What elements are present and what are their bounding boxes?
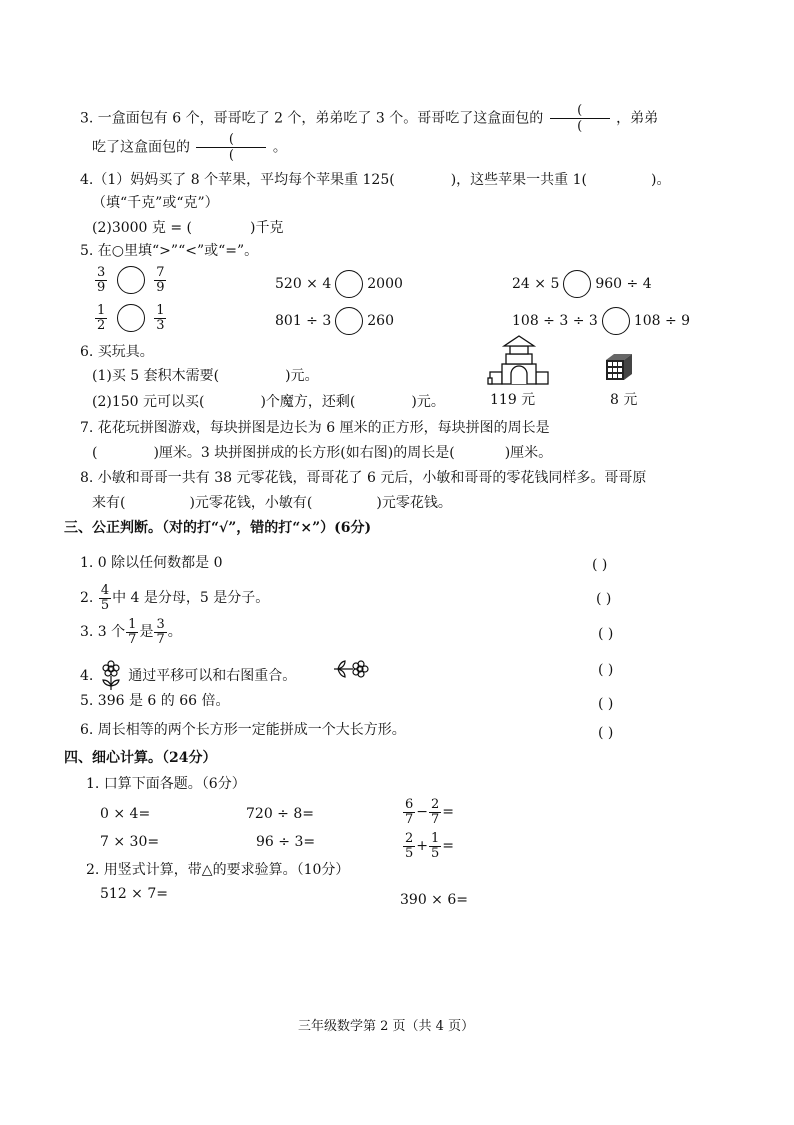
calc-1: 0 × 4= (100, 806, 151, 822)
calc-4: 96 ÷ 3= (256, 834, 316, 850)
q6-text: )个魔方，还剩( (260, 394, 356, 410)
q7-text: )厘米。 (504, 445, 553, 461)
q8-text: )元零花钱，小敏有( (189, 495, 313, 511)
calc-frac-1 (402, 798, 454, 826)
building-blocks-icon (486, 334, 552, 388)
calc-frac-2 (402, 832, 454, 860)
q5-title: 5. 在○里填“>”“<”或“=”。 (80, 243, 259, 259)
q8-text: )元零花钱。 (376, 495, 452, 511)
q3-line1 (80, 104, 658, 133)
vertical-calc-1: 512 × 7= (100, 886, 168, 902)
q5-row2-mid (275, 307, 394, 335)
expr-left: 24 × 5 (512, 276, 560, 292)
q3-text3: 吃了这盒面包的 (92, 139, 190, 156)
judge-paren-4[interactable]: ( ) (598, 662, 614, 678)
fraction: $\frac{1}{3}$ (156, 303, 165, 333)
fraction: $\frac{6}{7}$ (405, 797, 414, 827)
compare-circle[interactable] (117, 304, 145, 332)
q6-title: 6. 买玩具。 (80, 344, 154, 360)
rotated-flower-icon (330, 657, 372, 681)
fraction: $\frac{4}{5}$ (100, 583, 110, 613)
q4-text-b: )，这些苹果一共重 1( (450, 172, 587, 188)
q5-row1-left (94, 266, 167, 294)
q3-blank-fraction-1[interactable]: $\frac{(}{(}$ (550, 104, 610, 133)
blocks-price: 119 元 (490, 392, 536, 408)
judge-item-5: 5. 396 是 6 的 66 倍。 (80, 693, 230, 709)
compare-circle[interactable] (335, 307, 363, 335)
fraction: $\frac{3}{7}$ (156, 617, 165, 647)
q7-line2 (92, 445, 552, 462)
expr-right: 108 ÷ 9 (633, 313, 691, 329)
q3-text4: 。 (272, 139, 287, 156)
calc-2: 720 ÷ 8= (246, 806, 314, 822)
section-4-title: 四、细心计算。（24分） (64, 750, 217, 766)
q4-line3 (92, 220, 283, 237)
item-text: 3. 3 个 (80, 624, 126, 641)
expr-left: 801 ÷ 3 (275, 313, 332, 329)
section-3-title: 三、公正判断。（对的打“√”，错的打“×”）(6分) (64, 520, 372, 536)
judge-paren-6[interactable]: ( ) (598, 725, 614, 741)
q6-text: )元。 (285, 368, 319, 384)
item-text: 中 4 是分母，5 是分子。 (112, 590, 270, 607)
q4-text-2: (2)3000 克 = ( (92, 220, 193, 236)
q4-hint: （填“千克”或“克”） (92, 195, 219, 211)
judge-item-6: 6. 周长相等的两个长方形一定能拼成一个大长方形。 (80, 722, 406, 738)
q7-text: )厘米。3 块拼图拼成的长方形(如右图)的周长是( (153, 445, 455, 461)
expr-right: 960 ÷ 4 (595, 276, 652, 292)
compare-circle[interactable] (117, 266, 145, 294)
judge-item-4 (80, 660, 296, 692)
q6-text: (2)150 元可以买( (92, 394, 205, 410)
q5-row1-mid (275, 270, 403, 298)
q6-line2 (92, 394, 445, 411)
q4-text-a: 4.（1）妈妈买了 8 个苹果，平均每个苹果重 125( (80, 172, 395, 188)
item-number: 2. (80, 590, 94, 607)
fraction: $\frac{1}{7}$ (128, 617, 137, 647)
item-text: 通过平移可以和右图重合。 (128, 668, 297, 684)
compare-circle[interactable] (563, 270, 591, 298)
fraction: $\frac{1}{2}$ (97, 303, 106, 333)
judge-paren-2[interactable]: ( ) (596, 591, 612, 607)
q4-text-2b: )千克 (250, 220, 284, 236)
compare-circle[interactable] (335, 270, 363, 298)
fraction: $\frac{2}{5}$ (405, 831, 414, 861)
judge-item-3 (80, 618, 182, 646)
q7-line1: 7. 花花玩拼图游戏，每块拼图是边长为 6 厘米的正方形，每块拼图的周长是 (80, 420, 550, 436)
flower-icon (98, 660, 124, 692)
calc-sub2: 2. 用竖式计算，带△的要求验算。（10分） (86, 862, 350, 878)
rubiks-cube-icon (604, 352, 634, 382)
q8-text: 来有( (92, 495, 126, 511)
equals: = (442, 804, 455, 821)
q6-line1 (92, 368, 319, 385)
fraction: $\frac{2}{7}$ (431, 797, 440, 827)
operator: + (416, 838, 429, 855)
q3-text1: 3. 一盒面包有 6 个，哥哥吃了 2 个，弟弟吃了 3 个。哥哥吃了这盒面包的 (80, 110, 544, 127)
q5-row2-right (512, 307, 690, 335)
item-number: 4. (80, 668, 94, 684)
q3-line2 (92, 133, 287, 162)
q7-text: ( (92, 445, 98, 461)
item-text: 。 (167, 624, 182, 641)
item-text: 是 (139, 624, 154, 641)
judge-paren-1[interactable]: ( ) (592, 557, 608, 573)
q5-row2-left (94, 304, 167, 332)
q4-line1 (80, 172, 670, 189)
calc-3: 7 × 30= (100, 834, 160, 850)
q6-text: (1)买 5 套积木需要( (92, 368, 220, 384)
q8-line1: 8. 小敏和哥哥一共有 38 元零花钱，哥哥花了 6 元后，小敏和哥哥的零花钱同样多。哥哥原 (80, 470, 647, 486)
fraction: $\frac{7}{9}$ (156, 265, 165, 295)
expr-left: 108 ÷ 3 ÷ 3 (512, 313, 598, 329)
q4-text-c: )。 (651, 172, 671, 188)
page-footer: 三年级数学第 2 页（共 4 页） (298, 1019, 475, 1034)
q5-row1-right (512, 270, 652, 298)
q3-blank-fraction-2[interactable]: $\frac{(}{(}$ (196, 133, 266, 162)
fraction: $\frac{3}{9}$ (97, 265, 106, 295)
judge-item-2 (80, 584, 269, 612)
cube-price: 8 元 (610, 392, 638, 408)
judge-item-1: 1. 0 除以任何数都是 0 (80, 555, 223, 571)
expr-right: 260 (367, 313, 394, 329)
judge-paren-3[interactable]: ( ) (598, 626, 614, 642)
fraction: $\frac{1}{5}$ (431, 831, 440, 861)
q8-line2 (92, 495, 452, 512)
operator: − (416, 804, 429, 821)
expr-right: 2000 (367, 276, 403, 292)
calc-sub1: 1. 口算下面各题。（6分） (86, 776, 246, 792)
equals: = (442, 838, 455, 855)
vertical-calc-2: 390 × 6= (400, 892, 468, 908)
compare-circle[interactable] (602, 307, 630, 335)
q6-text: )元。 (411, 394, 445, 410)
expr-left: 520 × 4 (275, 276, 332, 292)
q3-text2: ，弟弟 (616, 110, 659, 127)
judge-paren-5[interactable]: ( ) (598, 696, 614, 712)
